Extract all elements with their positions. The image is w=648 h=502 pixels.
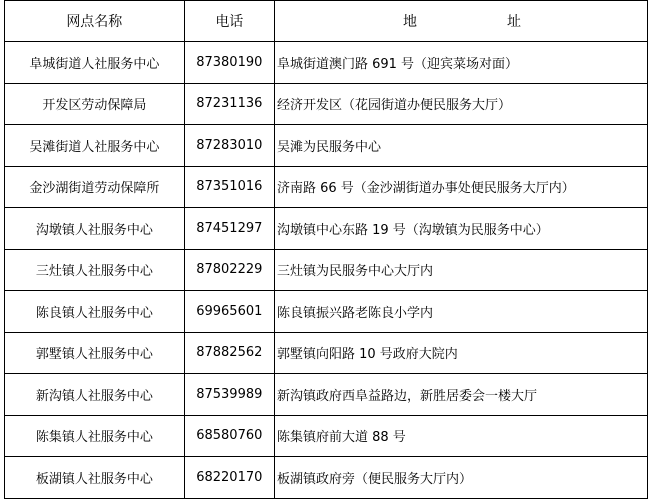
- cell-name: 开发区劳动保障局: [5, 83, 185, 125]
- cell-name: 陈良镇人社服务中心: [5, 291, 185, 333]
- header-phone: 电话: [184, 1, 274, 42]
- cell-phone: 87380190: [184, 42, 274, 84]
- cell-phone: 87539989: [184, 374, 274, 416]
- cell-name: 阜城街道人社服务中心: [5, 42, 185, 84]
- table-row: [5, 374, 648, 416]
- table-header-row: [5, 1, 648, 42]
- cell-name: 郭墅镇人社服务中心: [5, 332, 185, 374]
- cell-phone: 68580760: [184, 415, 274, 457]
- cell-address: 板湖镇政府旁（便民服务大厅内）: [274, 457, 647, 499]
- cell-address: 新沟镇政府西阜益路边，新胜居委会一楼大厅: [274, 374, 647, 416]
- cell-address: 阜城街道澳门路 691 号（迎宾菜场对面）: [274, 42, 647, 84]
- cell-address: 吴滩为民服务中心: [274, 125, 647, 167]
- table-row: [5, 415, 648, 457]
- table-row: [5, 83, 648, 125]
- table-row: [5, 166, 648, 208]
- cell-phone: 87351016: [184, 166, 274, 208]
- cell-name: 金沙湖街道劳动保障所: [5, 166, 185, 208]
- header-address-left: 地: [402, 14, 417, 30]
- cell-address: 陈良镇振兴路老陈良小学内: [274, 291, 647, 333]
- cell-phone: 69965601: [184, 291, 274, 333]
- cell-phone: 87451297: [184, 208, 274, 250]
- cell-name: 板湖镇人社服务中心: [5, 457, 185, 499]
- header-address-right: 址: [506, 14, 521, 30]
- cell-name: 新沟镇人社服务中心: [5, 374, 185, 416]
- table-row: [5, 125, 648, 167]
- table-row: [5, 457, 648, 499]
- table-row: [5, 332, 648, 374]
- cell-address: 三灶镇为民服务中心大厅内: [274, 249, 647, 291]
- cell-phone: 87283010: [184, 125, 274, 167]
- cell-name: 三灶镇人社服务中心: [5, 249, 185, 291]
- cell-address: 济南路 66 号（金沙湖街道办事处便民服务大厅内）: [274, 166, 647, 208]
- cell-address: 沟墩镇中心东路 19 号（沟墩镇为民服务中心）: [274, 208, 647, 250]
- table-row: [5, 249, 648, 291]
- header-name: 网点名称: [5, 1, 185, 42]
- cell-phone: 68220170: [184, 457, 274, 499]
- cell-phone: 87882562: [184, 332, 274, 374]
- cell-address: 陈集镇府前大道 88 号: [274, 415, 647, 457]
- cell-name: 沟墩镇人社服务中心: [5, 208, 185, 250]
- cell-phone: 87231136: [184, 83, 274, 125]
- header-address: [274, 1, 647, 42]
- service-points-table: [4, 0, 648, 499]
- cell-address: 经济开发区（花园街道办便民服务大厅）: [274, 83, 647, 125]
- table-row: [5, 42, 648, 84]
- table-row: [5, 208, 648, 250]
- cell-name: 陈集镇人社服务中心: [5, 415, 185, 457]
- cell-phone: 87802229: [184, 249, 274, 291]
- cell-name: 吴滩街道人社服务中心: [5, 125, 185, 167]
- table-row: [5, 291, 648, 333]
- cell-address: 郭墅镇向阳路 10 号政府大院内: [274, 332, 647, 374]
